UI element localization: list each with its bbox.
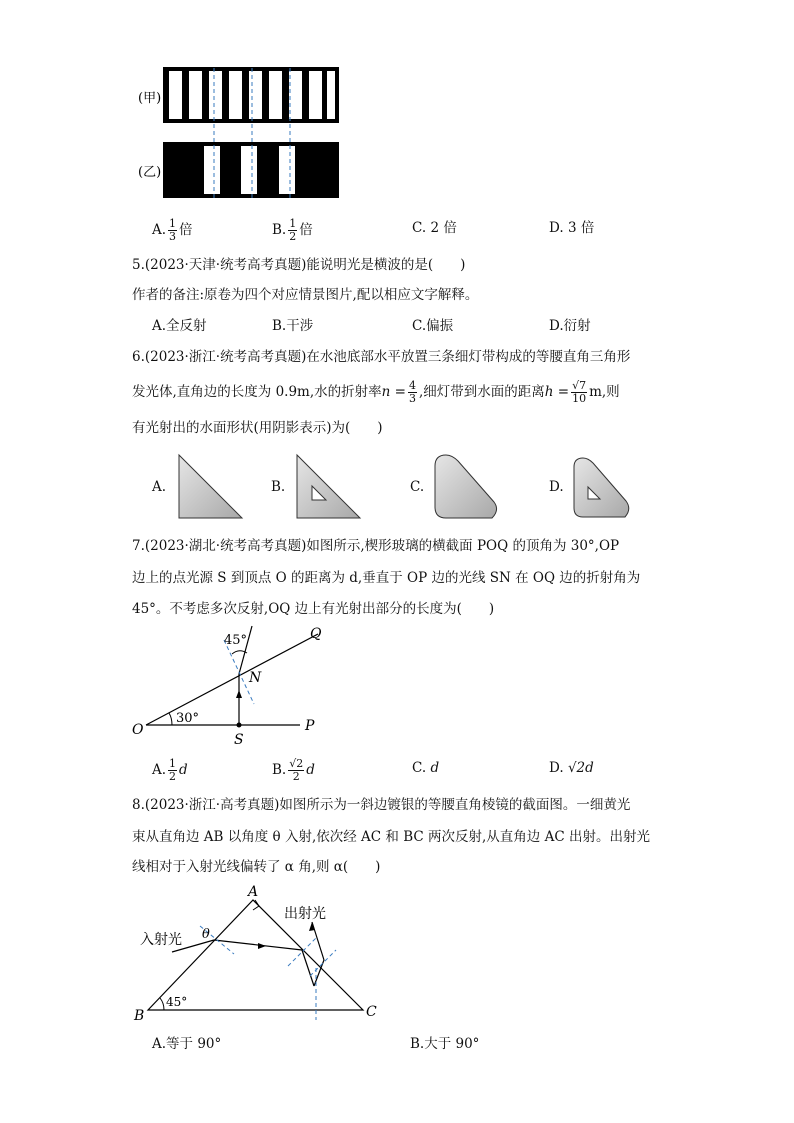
exit-arrow [309,922,315,931]
fraction: $\frac{1}{3}$ [169,217,177,243]
label-q: Q [310,626,322,642]
q7-option-c[interactable]: C. d [412,760,440,776]
fraction: $\frac{√2}{2}$ [289,757,304,783]
fraction: $\frac{√7}{10}$ [572,379,587,405]
label-theta: θ [202,927,210,942]
label-n: N [249,670,262,686]
angle-arc-b [160,998,164,1010]
label-yi: (乙) [138,165,162,180]
prism-figure [128,880,388,1028]
fraction: $\frac{1}{2}$ [169,757,177,783]
fringe-figure [130,60,350,205]
label-b: B [134,1008,145,1024]
q4-option-c[interactable]: C. 2 倍 [412,220,457,236]
label-jia: (甲) [138,91,162,106]
q5-option-d[interactable]: D.衍射 [549,318,591,334]
label-o: O [132,722,144,738]
q6-option-d-letter[interactable]: D. [549,479,564,495]
normal-lines [200,926,336,1020]
wedge-figure [128,622,338,750]
q8-option-a[interactable]: A.等于 90° [152,1036,222,1052]
angle-arc-30 [169,713,172,725]
angle-label-45: 45° [166,995,188,1009]
q5-stem: 5.(2023·天津·统考高考真题)能说明光是横波的是( ) [132,257,466,273]
fraction: $\frac{4}{3}$ [408,379,416,405]
q8-option-b[interactable]: B.大于 90° [410,1036,480,1052]
q6-option-a-shape[interactable] [176,452,246,522]
q4-option-d[interactable]: D. 3 倍 [549,220,595,236]
q6-option-d-shape[interactable] [571,455,637,521]
label-c: C [366,1004,377,1020]
angle-label-45: 45° [224,633,248,648]
q7-line-2: 边上的点光源 S 到顶点 O 的距离为 d,垂直于 OP 边的光线 SN 在 OQ 边的折射角为 [132,570,641,586]
fringe-pattern-yi [163,142,339,198]
q5-option-b[interactable]: B.干涉 [272,318,314,334]
inner-ray-arrow [258,943,266,949]
label-incident: 入射光 [140,932,182,948]
ray-arrow [236,690,242,698]
q7-option-b[interactable]: B. $\frac{√2}{2}$ d [272,757,315,783]
q6-option-c-shape[interactable] [432,452,502,522]
q6-option-b-letter[interactable]: B. [271,479,286,495]
q5-option-c[interactable]: C.偏振 [412,318,454,334]
q6-line-1: 6.(2023·浙江·统考高考真题)在水池底部水平放置三条细灯带构成的等腰直角三角形 [132,349,631,365]
point-s [237,723,242,728]
q5-note: 作者的备注:原卷为四个对应情景图片,配以相应文字解释。 [132,287,479,303]
fraction: $\frac{1}{2}$ [289,217,297,243]
label-exit: 出射光 [284,906,326,922]
q6-option-b-shape[interactable] [294,452,364,522]
angle-label-30: 30° [176,711,200,726]
q4-option-b[interactable]: B. $\frac{1}{2}$ 倍 [272,217,313,243]
q8-line-2: 束从直角边 AB 以角度 θ 入射,依次经 AC 和 BC 两次反射,从直角边 AC 出射。出射光 [132,829,650,845]
q6-option-a-letter[interactable]: A. [152,479,167,495]
label-s: S [234,732,244,748]
q6-line-2: 发光体,直角边的长度为 0.9m,水的折射率n = $\frac{4}{3}$ ,细灯带到水面的距离h = $\frac{√7}{10}$ m,则 [132,379,620,405]
label-a: A [248,884,259,900]
q8-line-1: 8.(2023·浙江·高考真题)如图所示为一斜边镀银的等腰直角棱镜的截面图。一细黄光 [132,797,631,813]
label-p: P [305,718,315,734]
q6-line-3: 有光射出的水面形状(用阴影表示)为( ) [132,420,383,436]
fringe-pattern-jia [163,67,339,123]
q8-line-3: 线相对于入射光线偏转了 α 角,则 α( ) [132,859,381,875]
q7-line-1: 7.(2023·湖北·统考高考真题)如图所示,楔形玻璃的横截面 POQ 的顶角为 30°,OP [132,538,620,554]
q6-option-c-letter[interactable]: C. [410,479,425,495]
q7-option-d[interactable]: D. √2d [549,760,594,776]
q7-option-a[interactable]: A. $\frac{1}{2}$ d [152,757,188,783]
q7-line-3: 45°。不考虑多次反射,OQ 边上有光射出部分的长度为( ) [132,601,495,617]
q4-option-a[interactable]: A. $\frac{1}{3}$ 倍 [152,217,193,243]
q5-option-a[interactable]: A.全反射 [152,318,207,334]
